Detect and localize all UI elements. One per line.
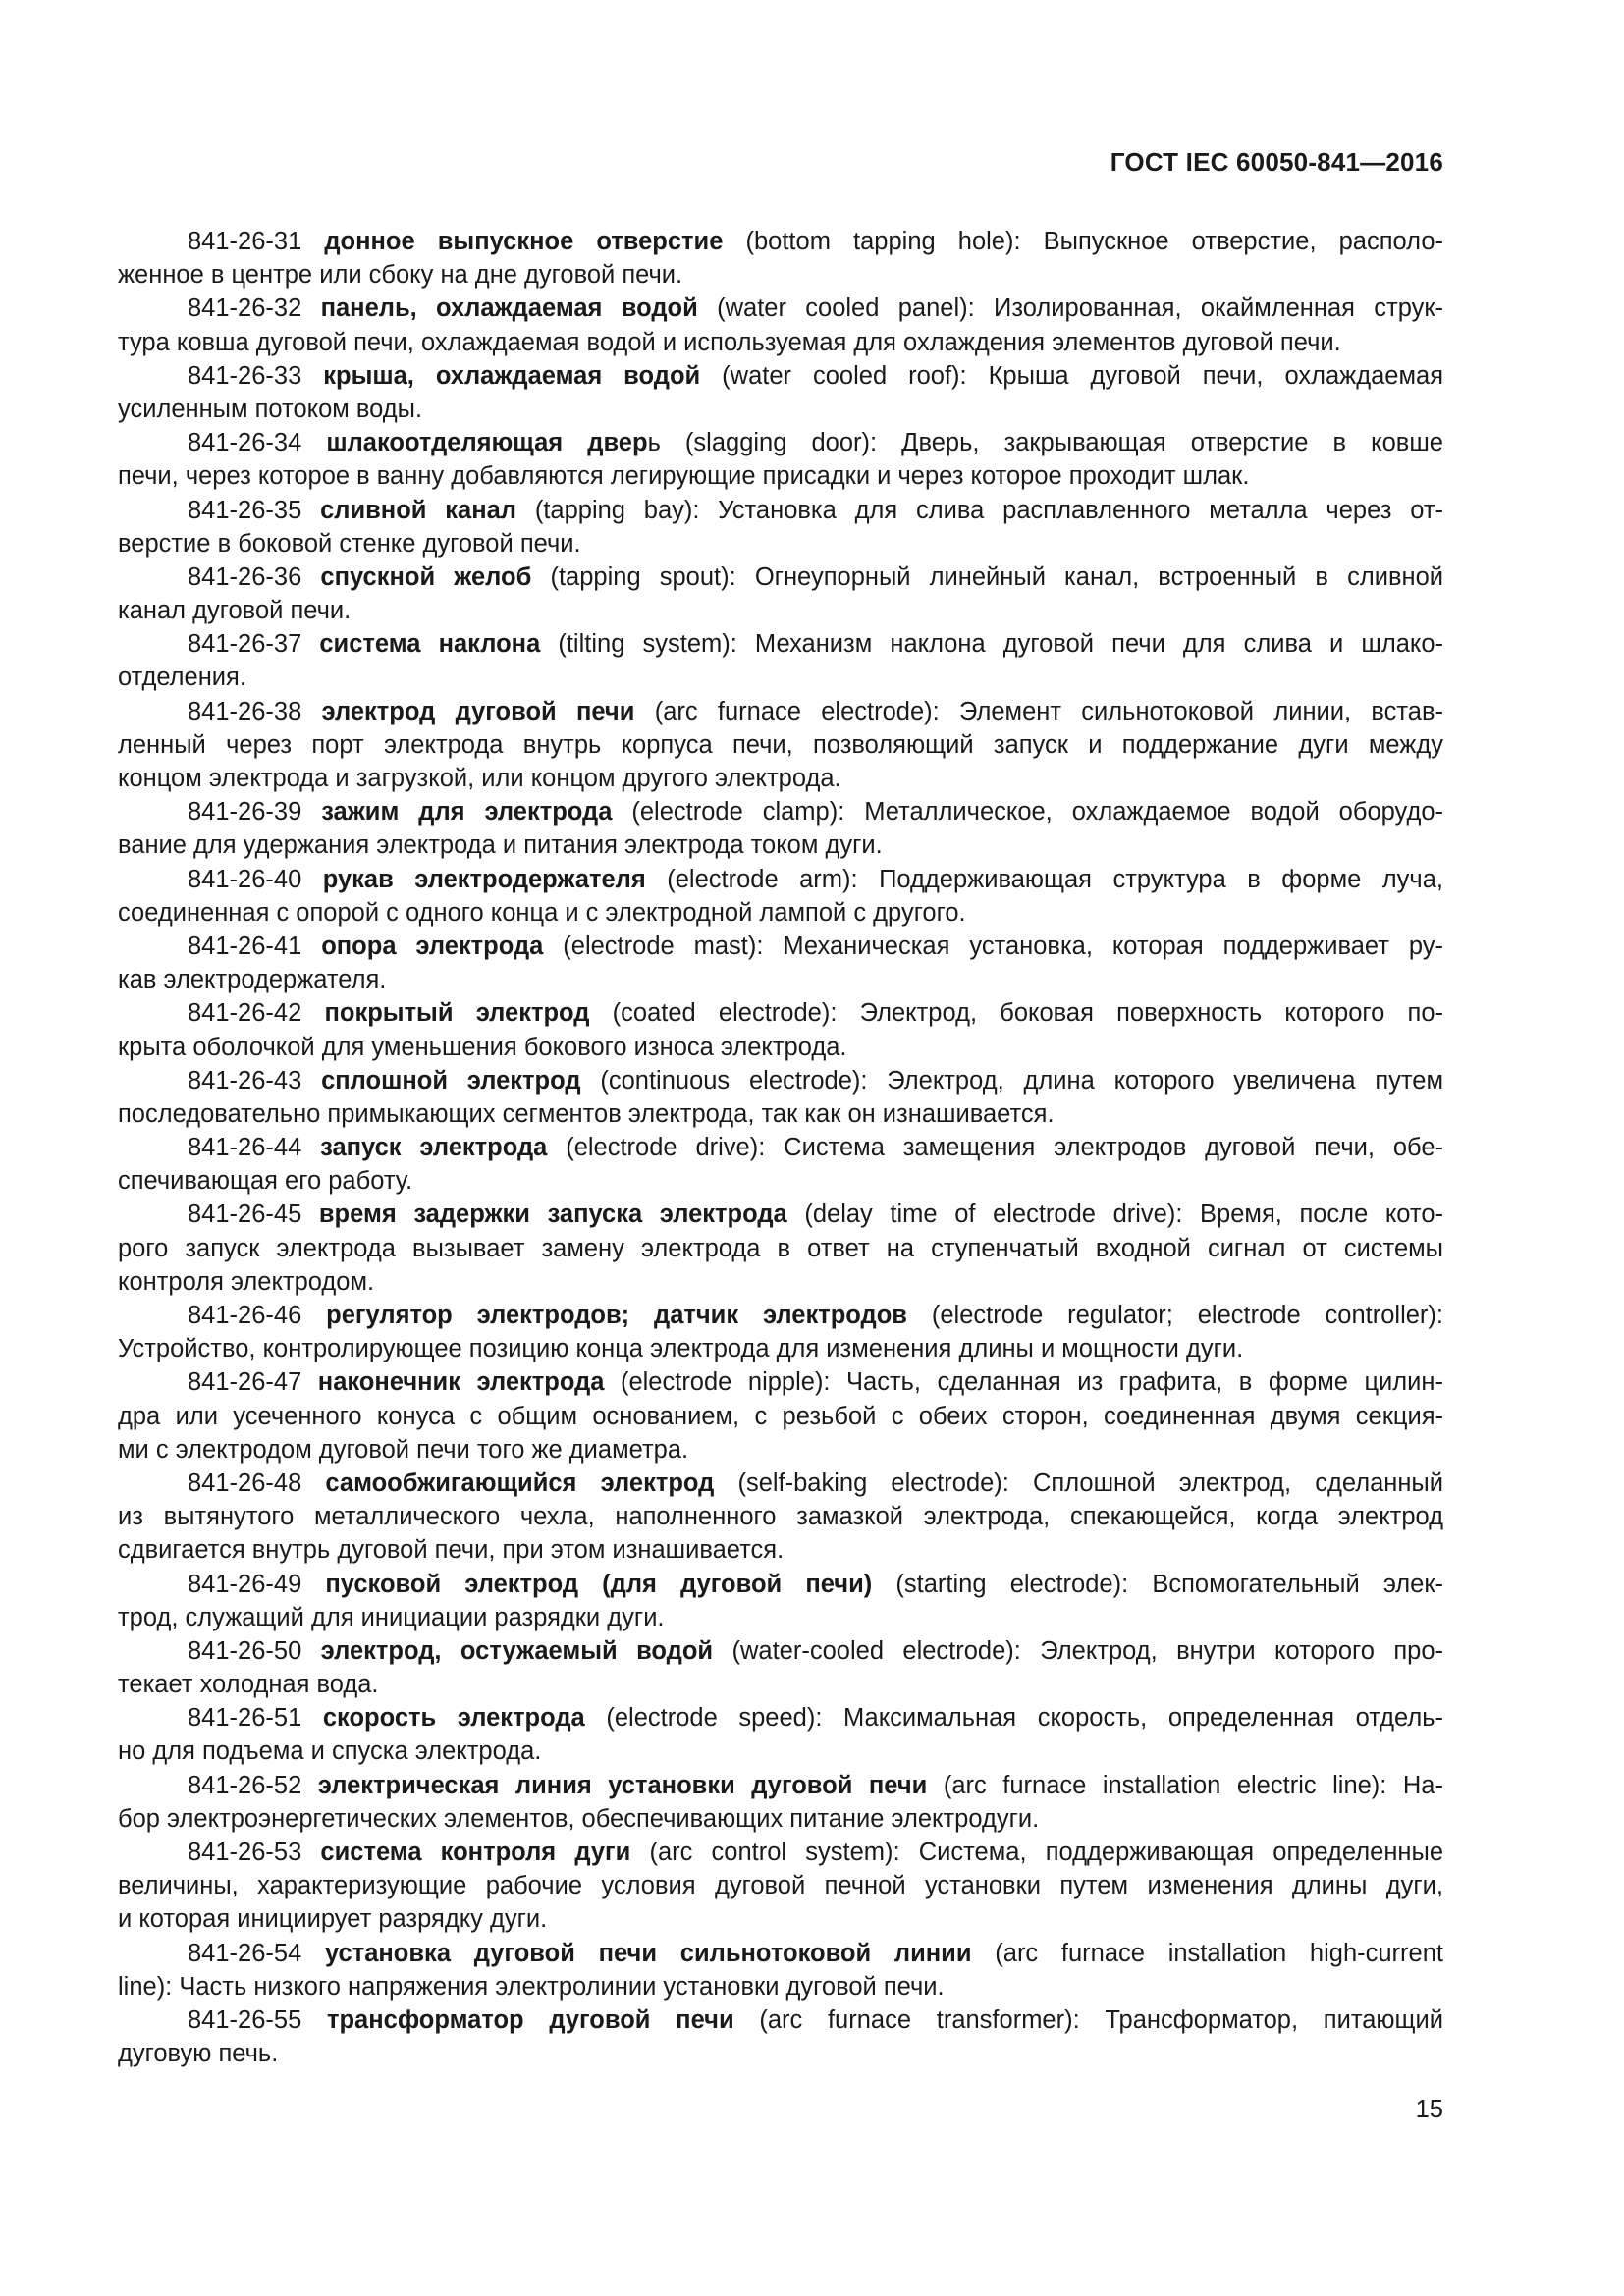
entry-text: концом электрода и загрузкой, или концом другого электрода. bbox=[118, 765, 841, 792]
entry-text: (water cooled roof): Крыша дуговой печи, охлаждаемая bbox=[700, 361, 1444, 390]
entry-text: (electrode nipple): Часть, сделанная из графита, в форме цилин- bbox=[604, 1368, 1443, 1397]
entry-text: 841-26-55 bbox=[188, 2005, 327, 2034]
entry-line bbox=[118, 594, 1443, 627]
entry-text: верстие в боковой стенке дуговой печи. bbox=[118, 529, 581, 558]
entry-line bbox=[118, 1332, 1443, 1365]
entry-text: (arc furnace installation high-current bbox=[971, 1939, 1443, 1967]
entry-text: 841-26-45 bbox=[188, 1201, 319, 1229]
entry-text: крыта оболочкой для уменьшения бокового износа электрода. bbox=[118, 1033, 847, 1061]
entry-text: 841-26-46 bbox=[188, 1302, 327, 1329]
entry-text: тура ковша дуговой печи, охлаждаемая водой и используемая для охлаждения элементов дуговой печи. bbox=[118, 328, 1341, 356]
entry-text: текает холодная вода. bbox=[118, 1671, 379, 1699]
entry-text: 841-26-52 bbox=[188, 1771, 318, 1799]
term-name: скорость электрода bbox=[322, 1704, 585, 1733]
entry-text: из вытянутого металлического чехла, наполненного замазкой электрода, спекающейся, когда электрод bbox=[118, 1503, 1443, 1531]
term-entry bbox=[118, 1299, 1443, 1365]
term-name: донное выпускное отверстие bbox=[324, 228, 724, 255]
entry-text: (coated electrode): Электрод, боковая поверхность которого по- bbox=[589, 999, 1444, 1028]
entry-text: ь (slagging door): Дверь, закрывающая отверстие в ковше bbox=[647, 429, 1443, 457]
entry-text: 841-26-31 bbox=[188, 228, 325, 255]
term-name: электрод дуговой печи bbox=[321, 697, 635, 725]
entry-text: (tapping bay): Установка для слива расплавленного металла через от- bbox=[516, 496, 1443, 524]
entry-first-line bbox=[118, 2003, 1443, 2037]
entry-text: Устройство, контролирующее позицию конца электрода для изменения длины и мощности дуги. bbox=[118, 1335, 1244, 1363]
entry-first-line bbox=[118, 863, 1443, 896]
entry-first-line bbox=[118, 930, 1443, 963]
document-body bbox=[118, 225, 1443, 2070]
entry-text: 841-26-39 bbox=[188, 798, 322, 827]
entry-text: (arc furnace transformer): Трансформатор, питающий bbox=[733, 2005, 1444, 2034]
entry-text: 841-26-43 bbox=[188, 1066, 322, 1095]
term-entry bbox=[118, 1365, 1443, 1467]
entry-text: дра или усеченного конуса с общим основанием, с резьбой с обеих сторон, соединенная двумя секция- bbox=[118, 1402, 1443, 1430]
term-name: регулятор электродов; датчик электродов bbox=[326, 1302, 907, 1329]
term-name: трансформатор дуговой печи bbox=[326, 2005, 734, 2034]
entry-line bbox=[118, 661, 1443, 694]
entry-text: дуговую печь. bbox=[118, 2040, 279, 2068]
term-name: сливной канал bbox=[320, 496, 517, 524]
entry-text: (electrode arm): Поддерживающая структура в форме луча, bbox=[645, 865, 1443, 893]
entry-line bbox=[118, 527, 1443, 561]
entry-text: 841-26-54 bbox=[188, 1939, 325, 1967]
entry-text: (arc furnace installation electric line): На- bbox=[927, 1771, 1443, 1799]
term-name: запуск электрода bbox=[320, 1134, 548, 1162]
entry-text: кав электродержателя. bbox=[118, 966, 387, 994]
entry-text: 841-26-50 bbox=[188, 1636, 321, 1665]
term-name: система контроля дуги bbox=[320, 1839, 631, 1866]
entry-line bbox=[118, 896, 1443, 930]
term-entry bbox=[118, 996, 1443, 1063]
entry-text: (water cooled panel): Изолированная, окаймленная струк- bbox=[697, 294, 1444, 323]
term-entry bbox=[118, 1836, 1443, 1937]
term-entry bbox=[118, 494, 1443, 561]
entry-first-line bbox=[118, 1467, 1443, 1500]
entry-text: 841-26-51 bbox=[188, 1704, 323, 1733]
term-entry bbox=[118, 627, 1443, 694]
entry-line bbox=[118, 1433, 1443, 1467]
entry-text: отделения. bbox=[118, 664, 246, 692]
entry-text: 841-26-38 bbox=[188, 697, 322, 725]
entry-text: (self-baking electrode): Сплошной электрод, сделанный bbox=[714, 1468, 1443, 1497]
entry-text: бор электроэнергетических элементов, обеспечивающих питание электродуги. bbox=[118, 1804, 1040, 1833]
entry-text: (electrode mast): Механическая установка, которая поддерживает ру- bbox=[543, 932, 1443, 960]
entry-text: (water-cooled electrode): Электрод, внутри которого про- bbox=[713, 1636, 1443, 1665]
term-name: пусковой электрод (для дуговой печи) bbox=[325, 1570, 873, 1598]
entry-text: канал дуговой печи. bbox=[118, 597, 352, 625]
term-name: зажим для электрода bbox=[321, 798, 613, 827]
entry-line bbox=[118, 326, 1443, 359]
entry-text: (electrode speed): Максимальная скорость, определенная отдель- bbox=[584, 1704, 1443, 1733]
entry-line bbox=[118, 828, 1443, 862]
entry-text: (arc control system): Система, поддерживающая определенные bbox=[630, 1839, 1444, 1866]
entry-text: контроля электродом. bbox=[118, 1267, 375, 1296]
entry-line bbox=[118, 728, 1443, 762]
term-name: время задержки запуска электрода bbox=[318, 1201, 787, 1229]
term-entry bbox=[118, 1701, 1443, 1768]
entry-text: 841-26-40 bbox=[188, 865, 323, 893]
entry-first-line bbox=[118, 1568, 1443, 1601]
term-entry bbox=[118, 561, 1443, 627]
entry-first-line bbox=[118, 1365, 1443, 1399]
entry-text: вание для удержания электрода и питания электрода током дуги. bbox=[118, 831, 883, 860]
entry-text: 841-26-47 bbox=[188, 1368, 318, 1397]
entry-first-line bbox=[118, 1131, 1443, 1164]
entry-line bbox=[118, 1802, 1443, 1836]
term-name: спускной желоб bbox=[320, 562, 532, 591]
term-entry bbox=[118, 1568, 1443, 1634]
entry-text: (starting electrode): Вспомогательный элек- bbox=[872, 1570, 1443, 1598]
entry-line bbox=[118, 963, 1443, 996]
term-entry bbox=[118, 1198, 1443, 1299]
entry-line bbox=[118, 1869, 1443, 1902]
term-name: панель, охлаждаемая водой bbox=[320, 294, 698, 323]
term-entry bbox=[118, 359, 1443, 426]
term-entry bbox=[118, 1064, 1443, 1131]
term-name: крыша, охлаждаемая водой bbox=[323, 361, 701, 390]
term-entry bbox=[118, 1467, 1443, 1568]
entry-text: 841-26-34 bbox=[188, 429, 327, 457]
term-name: сплошной электрод bbox=[321, 1066, 581, 1095]
term-name: шлакоотделяющая двер bbox=[326, 429, 648, 457]
entry-text: (electrode regulator; electrode controller): bbox=[906, 1302, 1443, 1329]
entry-text: (bottom tapping hole): Выпускное отверстие, располо- bbox=[723, 228, 1443, 255]
entry-line bbox=[118, 1031, 1443, 1064]
entry-text: 841-26-33 bbox=[188, 361, 324, 390]
entry-text: 841-26-49 bbox=[188, 1570, 326, 1598]
entry-first-line bbox=[118, 494, 1443, 527]
entry-text: усиленным потоком воды. bbox=[118, 395, 423, 423]
entry-text: ми с электродом дуговой печи того же диаметра. bbox=[118, 1435, 689, 1464]
term-entry bbox=[118, 795, 1443, 862]
entry-text: (delay time of electrode drive): Время, после кото- bbox=[786, 1201, 1443, 1229]
entry-first-line bbox=[118, 561, 1443, 594]
entry-line bbox=[118, 1500, 1443, 1533]
entry-first-line bbox=[118, 1064, 1443, 1097]
term-name: рукав электродержателя bbox=[322, 865, 646, 893]
entry-line bbox=[118, 1164, 1443, 1198]
entry-first-line bbox=[118, 1198, 1443, 1231]
document-header: ГОСТ IEC 60050-841—2016 bbox=[1110, 147, 1443, 177]
entry-text: 841-26-36 bbox=[188, 562, 321, 591]
entry-text: спечивающая его работу. bbox=[118, 1167, 413, 1196]
entry-line bbox=[118, 1232, 1443, 1265]
entry-text: (arc furnace electrode): Элемент сильнотоковой линии, встав- bbox=[634, 697, 1443, 725]
entry-text: 841-26-41 bbox=[188, 932, 322, 960]
term-entry bbox=[118, 1937, 1443, 2003]
entry-line bbox=[118, 1601, 1443, 1634]
entry-text: трод, служащий для инициации разрядки дуги. bbox=[118, 1603, 665, 1631]
entry-line bbox=[118, 1668, 1443, 1701]
entry-first-line bbox=[118, 225, 1443, 258]
term-name: электрод, остужаемый водой bbox=[320, 1636, 714, 1665]
entry-first-line bbox=[118, 1836, 1443, 1869]
entry-line bbox=[118, 1533, 1443, 1567]
term-name: самообжигающийся электрод bbox=[325, 1468, 715, 1497]
entry-text: печи, через которое в ванну добавляются легирующие присадки и через которое проходит шлак. bbox=[118, 462, 1250, 491]
entry-text: и которая инициирует разрядку дуги. bbox=[118, 1905, 548, 1934]
entry-text: 841-26-53 bbox=[188, 1839, 321, 1866]
entry-line bbox=[118, 459, 1443, 493]
entry-text: 841-26-42 bbox=[188, 999, 325, 1028]
entry-first-line bbox=[118, 695, 1443, 728]
entry-text: (electrode clamp): Металлическое, охлаждаемое водой оборудо- bbox=[612, 798, 1443, 827]
term-name: электрическая линия установки дуговой печи bbox=[317, 1771, 928, 1799]
term-entry bbox=[118, 426, 1443, 493]
entry-text: line): Часть низкого напряжения электролинии установки дуговой печи. bbox=[118, 1972, 945, 2001]
entry-text: 841-26-37 bbox=[188, 630, 320, 659]
entry-first-line bbox=[118, 292, 1443, 325]
term-entry bbox=[118, 292, 1443, 358]
page-number: 15 bbox=[1415, 2096, 1443, 2123]
entry-line bbox=[118, 1970, 1443, 2003]
entry-line bbox=[118, 1265, 1443, 1299]
term-entry bbox=[118, 1131, 1443, 1198]
entry-text: (continuous electrode): Электрод, длина которого увеличена путем bbox=[580, 1066, 1443, 1095]
entry-text: 841-26-32 bbox=[188, 294, 321, 323]
entry-text: величины, характеризующие рабочие условия дуговой печной установки путем изменения длины дуги, bbox=[118, 1872, 1443, 1900]
entry-text: (electrode drive): Система замещения электродов дуговой печи, обе- bbox=[547, 1134, 1443, 1162]
entry-line bbox=[118, 393, 1443, 426]
term-name: опора электрода bbox=[321, 932, 544, 960]
term-entry bbox=[118, 225, 1443, 292]
entry-first-line bbox=[118, 996, 1443, 1030]
term-name: установка дуговой печи сильнотоковой линии bbox=[325, 1939, 972, 1967]
entry-line bbox=[118, 1902, 1443, 1936]
entry-text: последовательно примыкающих сегментов электрода, так как он изнашивается. bbox=[118, 1099, 1055, 1128]
entry-first-line bbox=[118, 1299, 1443, 1332]
entry-line bbox=[118, 762, 1443, 795]
entry-line bbox=[118, 1097, 1443, 1131]
entry-first-line bbox=[118, 426, 1443, 459]
entry-first-line bbox=[118, 1701, 1443, 1735]
term-name: наконечник электрода bbox=[317, 1368, 605, 1397]
entry-first-line bbox=[118, 1937, 1443, 1970]
entry-text: но для подъема и спуска электрода. bbox=[118, 1737, 542, 1766]
entry-text: ленный через порт электрода внутрь корпуса печи, позволяющий запуск и поддержание дуги между bbox=[118, 730, 1443, 759]
entry-text: 841-26-44 bbox=[188, 1134, 321, 1162]
entry-text: рого запуск электрода вызывает замену электрода в ответ на ступенчатый входной сигнал от системы bbox=[118, 1234, 1443, 1262]
entry-line bbox=[118, 258, 1443, 292]
term-entry bbox=[118, 1634, 1443, 1701]
term-entry bbox=[118, 863, 1443, 930]
entry-first-line bbox=[118, 627, 1443, 661]
entry-text: женное в центре или сбоку на дне дуговой печи. bbox=[118, 261, 683, 290]
entry-text: сдвигается внутрь дуговой печи, при этом изнашивается. bbox=[118, 1536, 785, 1565]
entry-line bbox=[118, 2037, 1443, 2070]
entry-text: соединенная с опорой с одного конца и с электродной лампой с другого. bbox=[118, 898, 966, 927]
entry-first-line bbox=[118, 359, 1443, 393]
entry-first-line bbox=[118, 1769, 1443, 1802]
entry-line bbox=[118, 1735, 1443, 1768]
term-entry bbox=[118, 930, 1443, 996]
entry-first-line bbox=[118, 795, 1443, 828]
entry-text: (tapping spout): Огнеупорный линейный канал, встроенный в сливной bbox=[531, 562, 1443, 591]
entry-text: (tilting system): Механизм наклона дуговой печи для слива и шлако- bbox=[540, 630, 1443, 659]
term-name: система наклона bbox=[319, 630, 541, 659]
entry-text: 841-26-48 bbox=[188, 1468, 326, 1497]
term-name: покрытый электрод bbox=[324, 999, 590, 1028]
term-entry bbox=[118, 2003, 1443, 2070]
term-entry bbox=[118, 1769, 1443, 1836]
term-entry bbox=[118, 695, 1443, 796]
entry-line bbox=[118, 1400, 1443, 1433]
entry-first-line bbox=[118, 1634, 1443, 1668]
entry-text: 841-26-35 bbox=[188, 496, 321, 524]
